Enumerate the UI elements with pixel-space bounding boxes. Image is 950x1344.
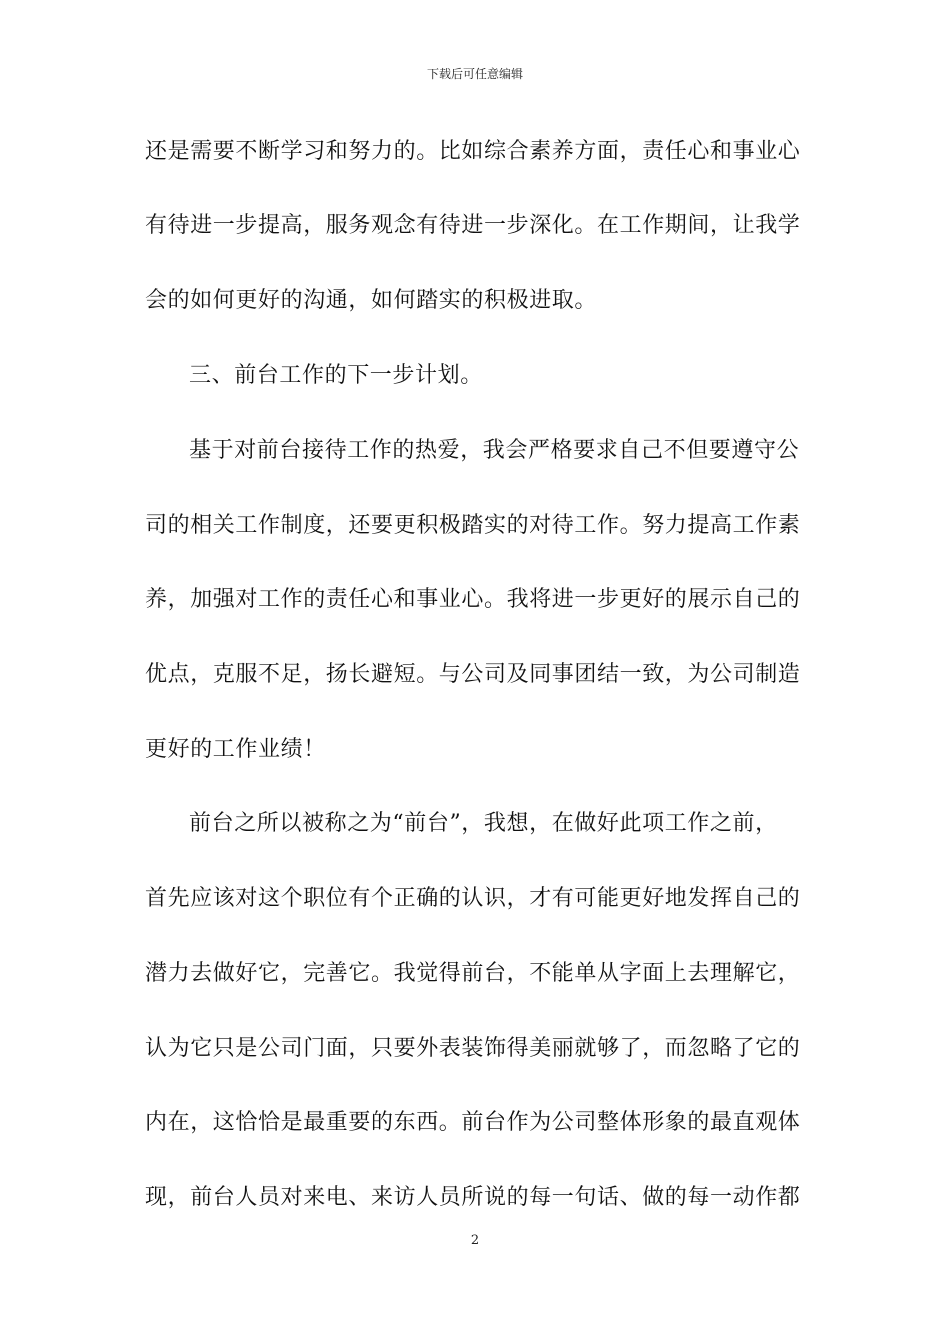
text-line: 潜力去做好它，完善它。我觉得前台，不能单从字面上去理解它， bbox=[145, 961, 801, 986]
text-line: 更好的工作业绩！ bbox=[145, 737, 326, 762]
text-line: 首先应该对这个职位有个正确的认识，才有可能更好地发挥自己的 bbox=[145, 886, 801, 911]
text-line: 内在，这恰恰是最重要的东西。前台作为公司整体形象的最直观体 bbox=[145, 1110, 801, 1135]
section-heading: 三、前台工作的下一步计划。 bbox=[189, 363, 483, 388]
page-number: 2 bbox=[470, 1233, 480, 1248]
text-line: 优点，克服不足，扬长避短。与公司及同事团结一致，为公司制造 bbox=[145, 662, 801, 687]
text-line: 养，加强对工作的责任心和事业心。我将进一步更好的展示自己的 bbox=[145, 587, 801, 612]
text-line: 认为它只是公司门面，只要外表装饰得美丽就够了，而忽略了它的 bbox=[145, 1036, 801, 1061]
text-line: 还是需要不断学习和努力的。比如综合素养方面，责任心和事业心 bbox=[145, 139, 801, 164]
text-line: 前台之所以被称之为“前台”，我想，在做好此项工作之前， bbox=[189, 811, 778, 836]
text-line: 有待进一步提高，服务观念有待进一步深化。在工作期间，让我学 bbox=[145, 213, 801, 238]
text-line: 基于对前台接待工作的热爱，我会严格要求自己不但要遵守公 bbox=[189, 438, 800, 463]
text-line: 现，前台人员对来电、来访人员所说的每一句话、做的每一动作都 bbox=[145, 1185, 801, 1210]
page-header: 下载后可任意编辑 bbox=[426, 67, 523, 81]
text-line: 会的如何更好的沟通，如何踏实的积极进取。 bbox=[145, 288, 598, 313]
text-line: 司的相关工作制度，还要更积极踏实的对待工作。努力提高工作素 bbox=[145, 513, 801, 538]
